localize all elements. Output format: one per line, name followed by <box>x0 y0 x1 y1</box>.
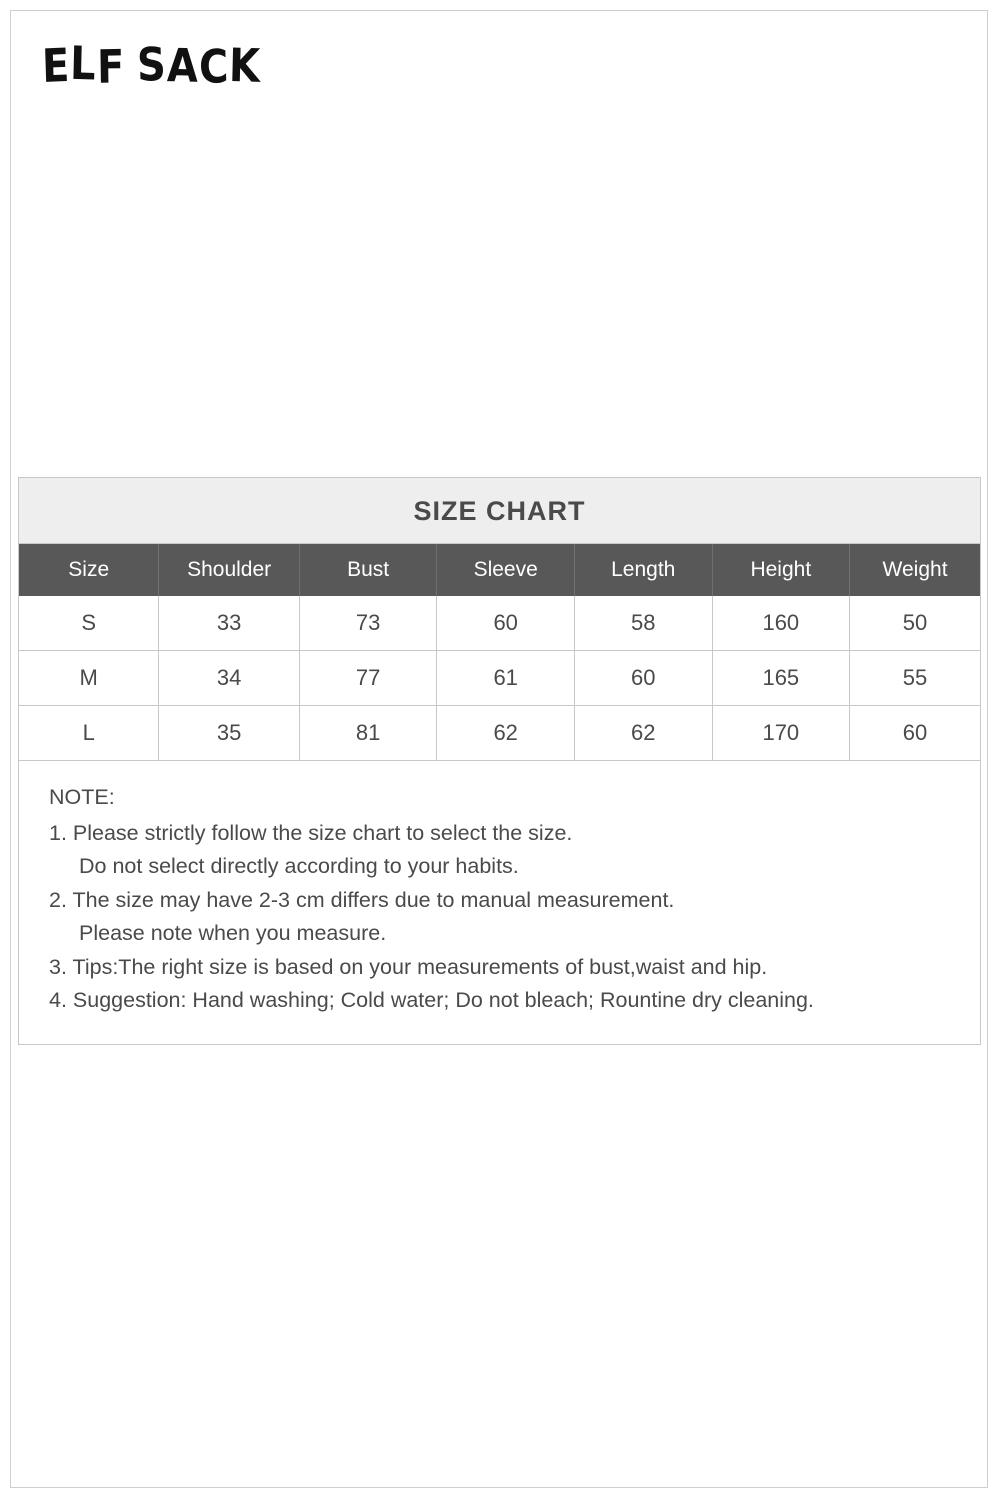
size-chart-table <box>19 544 980 761</box>
table-header-row <box>19 544 980 596</box>
brand-letter-k: K <box>228 39 262 94</box>
cell-size: M <box>19 651 159 706</box>
cell-length: 60 <box>574 651 712 706</box>
cell-sleeve: 60 <box>437 596 575 651</box>
column-header-weight: Weight <box>850 544 980 596</box>
brand-letter-e: E <box>41 39 72 94</box>
cell-bust: 77 <box>299 651 437 706</box>
cell-bust: 73 <box>299 596 437 651</box>
note-line-1b: Do not select directly according to your habits. <box>79 854 519 878</box>
column-header-length: Length <box>574 544 712 596</box>
cell-weight: 55 <box>850 651 980 706</box>
cell-weight: 50 <box>850 596 980 651</box>
note-line-1: 1. Please strictly follow the size chart to select the size. <box>49 820 573 845</box>
cell-bust: 81 <box>299 706 437 761</box>
column-header-bust: Bust <box>299 544 437 596</box>
cell-length: 58 <box>574 596 712 651</box>
brand-letter-f: F <box>96 40 126 95</box>
cell-shoulder: 34 <box>159 651 299 706</box>
cell-weight: 60 <box>850 706 980 761</box>
column-header-shoulder: Shoulder <box>159 544 299 596</box>
note-heading: NOTE: <box>49 785 115 809</box>
cell-sleeve: 61 <box>437 651 575 706</box>
cell-size: L <box>19 706 159 761</box>
brand-letter-c: C <box>198 40 231 95</box>
cell-shoulder: 33 <box>159 596 299 651</box>
cell-height: 170 <box>712 706 850 761</box>
brand-letter-s: S <box>136 38 168 93</box>
note-line-2b: Please note when you measure. <box>79 921 387 945</box>
cell-shoulder: 35 <box>159 706 299 761</box>
cell-size: S <box>19 596 159 651</box>
note-line-4: 4. Suggestion: Hand washing; Cold water; Do not bleach; Rountine dry cleaning. <box>49 988 814 1012</box>
cell-length: 62 <box>574 706 712 761</box>
note-line-3: 3. Tips:The right size is based on your measurements of bust,waist and hip. <box>49 954 768 979</box>
cell-sleeve: 62 <box>437 706 575 761</box>
size-chart-title: SIZE CHART <box>19 478 980 544</box>
size-chart-note <box>19 761 980 1044</box>
column-header-sleeve: Sleeve <box>437 544 575 596</box>
size-chart-panel <box>18 477 981 1045</box>
table-row <box>19 596 980 651</box>
note-line-2: 2. The size may have 2-3 cm differs due to manual measurement. <box>49 887 675 912</box>
cell-height: 160 <box>712 596 850 651</box>
brand-logo <box>41 37 262 95</box>
column-header-height: Height <box>712 544 850 596</box>
brand-letter-l: L <box>69 37 98 91</box>
table-row <box>19 706 980 761</box>
column-header-size: Size <box>19 544 159 596</box>
cell-height: 165 <box>712 651 850 706</box>
table-row <box>19 651 980 706</box>
brand-letter-a: A <box>166 39 200 94</box>
